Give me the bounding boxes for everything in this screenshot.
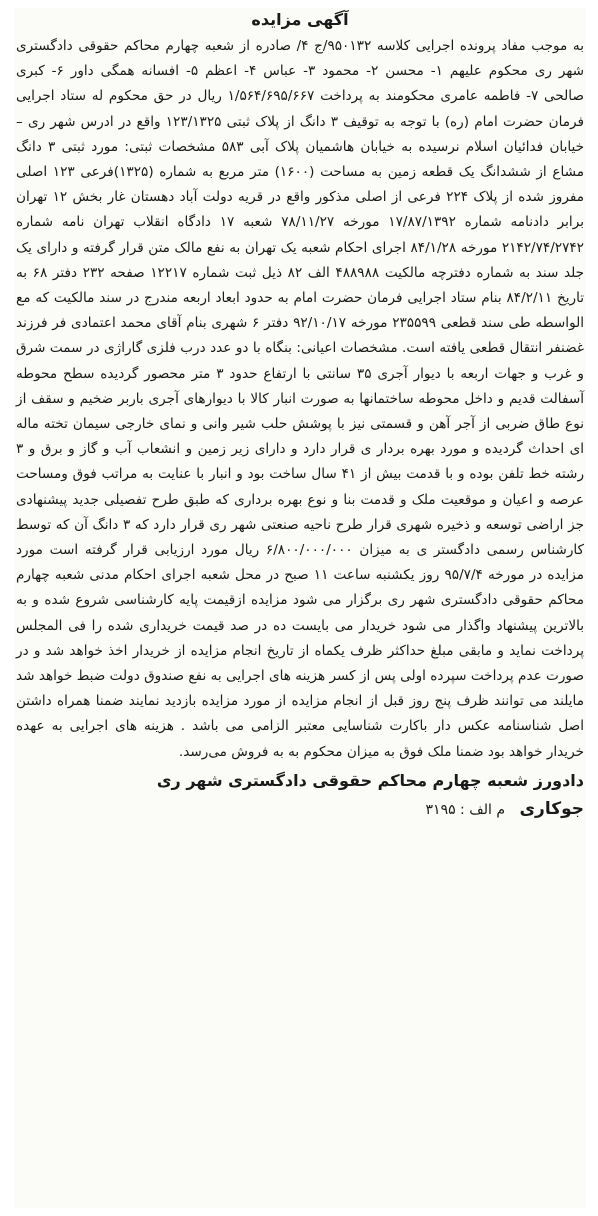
notice-body: به موجب مفاد پرونده اجرایی کلاسه ۹۵۰۱۳۲/ج ۴/ صادره از شعبه چهارم محاکم حقوقی دادگستری شهر ری محکوم علیهم ۱- محسن ۲- محمود ۳- عباس ۴- اعظم ۵- افسانه همگی داور ۶- کبری صالحی ۷- فاطمه عامری محکومند به پرداخت ۱/۵۶۴/۶۹۵/۶۶۷ ریال در حق محکوم له ستاد اجرایی فرمان حضرت امام (ره) با توجه به توقیف ۳ دانگ از پلاک ثبتی ۱۲۳/۱۳۲۵ واقع در ادرس شهر ری – خیابان فدائیان اسلام نرسیده به خیابان هاشمیان پلاک آبی ۵۸۳ مشخصات ثبتی: مورد ثبتی ۳ دانگ مشاع از ششدانگ یک قطعه زمین به مساحت (۱۶۰۰) متر مربع به شماره (۱۳۲۵)فرعی ۱۲۳ اصلی مفروز شده از پلاک ۲۲۴ فرعی از اصلی مذکور واقع در قریه دولت آباد دهستان غار بخش ۱۲ تهران برابر دادنامه شماره ۱۷/۸۷/۱۳۹۲ مورخه ۷۸/۱۱/۲۷ شعبه ۱۷ دادگاه انقلاب تهران نامه شماره ۲۱۴۲/۷۴/۲۷۴۲ مورخه ۸۴/۱/۲۸ اجرای احکام شعبه یک تهران به نفع مالک متن قرار گرفته و دارای یک جلد سند به شماره دفترچه مالکیت ۴۸۸۹۸۸ الف ۸۲ ذیل ثبت شماره ۱۲۲۱۷ صفحه ۲۳۲ دفتر ۶۸ به تاریخ ۸۴/۲/۱۱ بنام ستاد اجرایی فرمان حضرت امام به حدود ابعاد اربعه مندرج در سند مالکیت که مع الواسطه طی سند قطعی ۲۳۵۵۹۹ مورخه ۹۲/۱۰/۱۷ دفتر ۶ شهری بنام آقای محمد اعتمادی فر فرزند غضنفر انتقال قطعی یافته است. مشخصات اعیانی: بنگاه با دو عدد درب فلزی گاراژی در سمت شرق و غرب و جهات اربعه با دیوار آجری ۳۵ سانتی با ارتفاع حدود ۳ متر محصور گردیده سطح محوطه آسفالت قدیم و داخل محوطه ساختمانها به صورت انبار کالا با دیوارهای آجری باربر ضخیم و سقف از نوع طاق ضربی از آجر آهن و قسمتی نیز با پوشش حلب شیر وانی و نمای خارجی سیمان تخته ماله ای احداث گردیده و مورد بهره بردار ی قرار دارد و دارای زیر زمین و انشعاب آب و گاز و برق و ۳ رشته خط تلفن بوده و با قدمت بیش از ۴۱ سال ساخت بود و انبار با عنایت به مراتب فوق ومساحت عرصه و اعیان و موقعیت ملک و قدمت بنا و نوع بهره برداری که طبق طرح تفصیلی جدید پیشنهادی جز اراضی توسعه و ذخیره شهری قرار طرح ناحیه صنعتی شهر ری قرار دارد که ۳ دانگ آن که توسط کارشناس رسمی دادگستر ی به میزان ۶/۸۰۰/۰۰۰/۰۰۰ ریال مورد ارزیابی قرار گرفته است مورد مزایده در مورخه ۹۵/۷/۴ روز یکشنبه ساعت ۱۱ صبح در محل شعبه اجرای احکام مدنی شعبه چهارم محاکم حقوقی دادگستری شهر ری برگزار می شود مزایده ازقیمت پایه کارشناسی شروع شده و به بالاترین پیشنهاد واگذار می شود خریدار می بایست ده در صد قیمت خریداری شده را فی المجلس پرداخت نماید و مابقی مبلغ حداکثر ظرف یکماه از تاریخ انجام مزایده از خریدار اخذ خواهد شد و در صورت عدم پرداخت سپرده اولی پس از کسر هزینه های اجرایی به نفع صندوق دولت ضبط خواهد شد مایلند می توانند ظرف پنج روز قبل از انجام مزایده از مورد مزایده بازدید نمایند ضمنا همراه داشتن اصل شناسنامه عکس دار باکارت شناسایی معتبر الزامی می باشد . هزینه های اجرایی به عهده خریدار خواهد بود ضمنا ملک فوق به میزان محکوم به به فروش می‌رسد. xyxy=(16,38,585,760)
notice-code: م الف : ۳۱۹۵ xyxy=(425,801,505,818)
notice-signature xyxy=(14,767,586,795)
notice-title: آگهی مزایده xyxy=(251,10,349,29)
signature-role: جوکاری xyxy=(519,798,584,819)
notice-footer xyxy=(14,795,586,824)
signature-name: دادورز شعبه چهارم محاکم حقوقی دادگستری شهر ری xyxy=(156,770,584,790)
auction-notice xyxy=(14,8,586,1208)
